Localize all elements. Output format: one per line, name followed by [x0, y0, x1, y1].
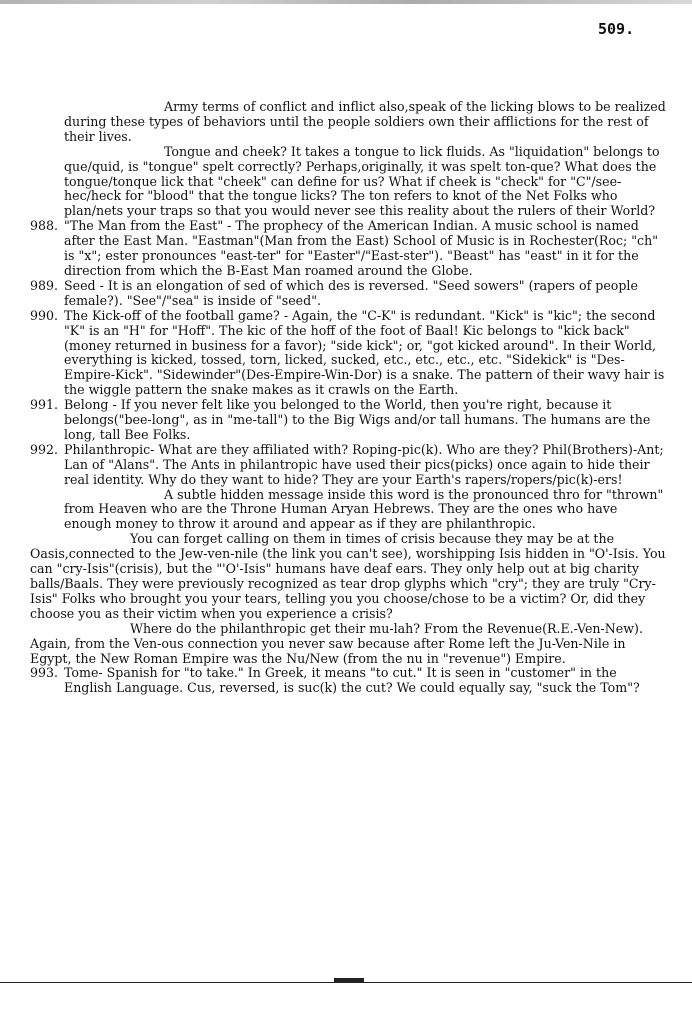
entry-text: Philanthropic- What are they affiliated with? Roping-pic(k). Who are they? Phil(Brothers)-Ant; Lan of "Alans". The Ants in philantropic have used their pics(picks) once again to hide their real identity. Why do they want to hide? They are your Earth's rapers/ropers/pic(k)-ers!: [64, 441, 664, 487]
paragraph-army-terms: Army terms of conflict and inflict also,speak of the licking blows to be realized during these types of behaviors until the people soldiers own their afflictions for the rest of their lives.: [64, 99, 666, 144]
entry-number: 991.: [30, 397, 59, 413]
paragraph-subtle-message: A subtle hidden message inside this word is the pronounced thro for "thrown" from Heaven who are the Throne Human Aryan Hebrews. They are the ones who have enough money to throw it around and appear as if they are philanthropic.: [64, 486, 664, 532]
entry-989: [30, 279, 666, 309]
entry-text: The Kick-off of the football game? - Again, the "C-K" is redundant. "Kick" is "kic"; the second "K" is an "H" for "Hoff". The kic of the hoff of the foot of Baal! Kic belongs to "kick back" (money returned in business for a favor); "side kick"; or, "got kicked around". In their World, everything is kicked, tossed, torn, licked, sucked, etc., etc., etc., etc. "Sidekick" is "Des-Empire-Kick". "Sidewinder"(Des-Empire-Win-Dor) is a snake. The pattern of their wavy hair is the wiggle pattern the snake makes as it crawls on the Earth.: [64, 307, 665, 398]
entry-text: Seed - It is an elongation of sed of which des is reversed. "Seed sowers" (rapers of people female?). "See"/"sea" is inside of "seed".: [64, 277, 638, 308]
entry-text: "The Man from the East" - The prophecy of the American Indian. A music school is named after the East Man. "Eastman"(Man from the East) School of Music is in Rochester(Roc; "ch" is "x"; ester pronounces "east-ter" for "Easter"/"East-ster"). "Beast" has "east" in it for the direction from which the B-East Man roamed around the Globe.: [64, 218, 658, 278]
entry-992: [30, 443, 666, 488]
entry-number: 989.: [30, 277, 59, 293]
page-number: 509.: [598, 20, 635, 38]
page-body: [30, 100, 666, 696]
entry-990: [30, 309, 666, 398]
entry-988: [30, 219, 666, 279]
paragraph-revenue: Where do the philanthropic get their mu-lah? From the Revenue(R.E.-Ven-New). Again, from the Ven-ous connection you never saw because after Rome left the Ju-Ven-Nile in Egypt, the New Roman Empire was the Nu/New (from the nu in "revenue") Empire.: [30, 620, 643, 666]
entry-number: 992.: [30, 441, 59, 457]
scan-edge-top: [0, 0, 692, 4]
bottom-rule: [0, 982, 692, 983]
paragraph-crisis: You can forget calling on them in times of crisis because they may be at the Oasis,connected to the Jew-ven-nile (the link you can't see), worshipping Isis hidden in "O'-Isis. You can "cry-Isis"(crisis), but the "'O'-Isis" humans have deaf ears. They only help out at big charity balls/Baals. They were previously recognized as tear drop glyphs which "cry"; they are truly "Cry-Isis" Folks who brought you your tears, telling you you choose/chose to be a victim? Or, did they choose you as their victim when you experience a crisis?: [30, 531, 666, 621]
bottom-rule-mark: [334, 978, 364, 982]
entry-991: [30, 398, 666, 443]
entry-number: 993.: [30, 665, 59, 681]
entry-993: [30, 666, 666, 696]
entry-number: 990.: [30, 307, 59, 323]
entry-text: Tome- Spanish for "to take." In Greek, it means "to cut." It is seen in "customer" in the English Language. Cus, reversed, is suc(k) the cut? We could equally say, "suck the Tom"?: [64, 665, 640, 696]
entry-text: Belong - If you never felt like you belonged to the World, then you're right, because it belongs("bee-long", as in "me-tall") to the Big Wigs and/or tall humans. The humans are the long, tall Bee Folks.: [64, 397, 651, 442]
entry-number: 988.: [30, 218, 59, 234]
paragraph-tongue-and-cheek: Tongue and cheek? It takes a tongue to lick fluids. As "liquidation" belongs to que/quid, is "tongue" spelt correctly? Perhaps,originally, it was spelt ton-que? What does the tongue/tonque lick that "cheek" can define for us? What if cheek is "check" for "C"/see-hec/heck for "blood" that the tongue licks? The ton refers to knot of the Net Folks who plan/nets your traps so that you would never see this reality about the rulers of their World?: [64, 143, 660, 219]
